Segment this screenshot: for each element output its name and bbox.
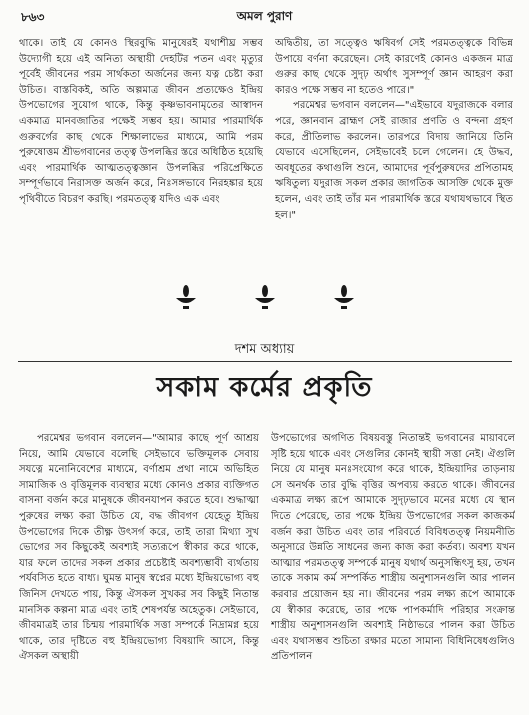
paragraph: পরমেশ্বর ভগবান বললেন—"এইভাবে যদুরাজকে বলার পরে, জ্ঞানবান ব্রাহ্মণ সেই রাজার প্রণতি ও বন্দনা গ্রহণ করে, প্রীতিলাভ করলেন। তারপরে বিদায় জানিয়ে তিনি যেভাবে এসেছিলেন, সেইভাবেই চলে গেলেন। হে উদ্ধব, অবধূতের কথাগুলি শুনে, আমাদের পূর্বপুরুষদের প্রপিতামহ ঋষিতুল্য যদুরাজ সকল প্রকার জাগতিক আসক্তি থেকে মুক্ত হলেন, এবং তাই তাঁর মন পারমার্থিক স্তরে যথাযথভাবে স্থিত হল।": [275, 100, 513, 221]
bottom-right-column: [271, 431, 515, 713]
paragraph: থাকে। তাই যে কোনও স্থিরবুদ্ধি মানুষেরই যথাশীঘ্র সম্ভব উদ্যোগী হয়ে এই অনিত্য অস্থায়ী দেহটির পতন এবং মৃত্যুর পূর্বেই জীবনের পরম সার্থকতা অর্জনের জন্য যত্ন চেষ্টা করা উচিত। বাস্তবিকই, অতি অল্পমাত্র জীবন প্রত্যক্ষেও ইন্দ্রিয় উপভোগের সুযোগ থাকে, কিন্তু কৃষ্ণভাবনামৃতের আস্বাদন একমাত্র মানবজাতির পক্ষেই সম্ভব হয়। আমার পারমার্থিক গুরুবর্গের কাছ থেকে শিক্ষালাভের মাধ্যমে, আমি পরম পুরুষোত্তম শ্রীভগবানের তত্ত্ব উপলব্ধির স্তরে অধিষ্ঠিত হয়েছি এবং পারমার্থিক আত্মতত্ত্বজ্ঞান উপলব্ধির পরিপ্রেক্ষিতে সম্পূর্ণভাবে নিরাসক্ত অর্জন করে, নিঃসঙ্গভাবে নিরহঙ্কার হয়ে পৃথিবীতে বিচরণ করছি। পরমতত্ত্ব যদিও এক এবং: [19, 38, 263, 205]
chapter-number: দশম অধ্যায়: [234, 342, 295, 357]
page-number: ৮৬৩: [21, 10, 45, 24]
lamp-icon: [255, 285, 275, 309]
lamp-icon: [176, 285, 196, 309]
paragraph: অদ্বিতীয়, তা সত্ত্বেও ঋষিবর্গ সেই পরমতত্ত্বকে বিভিন্ন উপায়ে বর্ণনা করেছেন। সেই কারণেই কোনও একজন মাত্র গুরুর কাছ থেকে সুদৃঢ় অর্থাৎ সুসম্পূর্ণ জ্ঞান আহরণ করা কারও পক্ষে সম্ভব না হতেও পারে।": [275, 38, 513, 96]
paragraph: উপভোগের অগণিত বিষয়বস্তু নিতান্তই ভগবানের মায়াবলে সৃষ্টি হয়ে থাকে এবং সেগুলির কোনই স্থায়ী সত্তা নেই। ঐগুলি নিয়ে যে মানুষ মনঃসংযোগ করে থাকে, ইন্দ্রিয়াদির তাড়নায় সে অনর্থক তার বুদ্ধি বৃত্তির অপব্যয় করতে থাকে। জীবনের একমাত্র লক্ষ্য রূপে আমাকে সুদৃঢ়ভাবে মনের মধ্যে যে স্থান দিতে পেরেছে, তার পক্ষে ইন্দ্রিয় উপভোগের সকল কাজকর্ম বর্জন করা উচিত এবং তার পরিবর্তে বিবিধতত্ত্ব নিয়মনীতি অনুসারে উন্নতি সাধনের জন্য কাজ করা কর্তব্য। অবশ্য যখন আত্মার পরমতত্ত্ব সম্পর্কে মানুষ যথার্থ অনুসন্ধিৎসু হয়, তখন তাকে সকাম কর্ম সম্পর্কিত শাস্ত্রীয় অনুশাসনগুলি আর পালন করবার প্রয়োজন হয় না। জীবনের পরম লক্ষ্য রূপে আমাকে যে স্বীকার করেছে, তার পক্ষে পাপকর্মাদি পরিহার সংক্রান্ত শাস্ত্রীয় অনুশাসনগুলি অবশ্যই নিষ্ঠাভরে পালন করা উচিত এবং যথাসম্ভব শুচিতা রক্ষার মতো সামান্য বিধিনিষেধগুলিও প্রতিপালন: [271, 433, 515, 663]
page-header: [0, 7, 529, 27]
running-title: অমল পুরাণ: [236, 9, 293, 23]
top-left-column: [19, 36, 263, 316]
bottom-left-column: [19, 431, 259, 713]
ornament-divider: [0, 280, 529, 314]
lamp-icon: [334, 285, 354, 309]
chapter-title: সকাম কর্মের প্রকৃতি: [156, 372, 373, 403]
paragraph: পরমেশ্বর ভগবান বললেন—"আমার কাছে পূর্ণ আশ্রয় নিয়ে, আমি যেভাবে বলেছি সেইভাবে ভক্তিমূলক সেবায় সযত্নে মনোনিবেশের মাধ্যমে, বর্ণাশ্রম প্রথা নামে অভিহিত সামাজিক ও বৃত্তিমূলক ব্যবস্থার মধ্যে কোনও প্রকার ব্যক্তিগত বাসনা বর্জন করে মানুষকে জীবনযাপন করতে হবে। শুদ্ধাত্মা পুরুষের লক্ষ্য করা উচিত যে, বদ্ধ জীবগণ যেহেতু ইন্দ্রিয় উপভোগের দিকে তীক্ষ্ণ উৎসর্গ করে, তাই তারা মিথ্যা সুখ ভোগের সব কিছুকেই অবশ্যই সত্যরূপে স্বীকার করে থাকে, যার ফলে তাদের সকল প্রকার প্রচেষ্টাই অবশ্যম্ভাবী ব্যর্থতায় পর্যবসিত হতে বাধ্য। ঘুমন্ত মানুষ স্বপ্নের মধ্যে ইন্দ্রিয়ভোগ্য বহু জিনিস দেখতে পায়, কিন্তু ঐসকল সুখকর সব কিছুই নিতান্ত মানসিক কল্পনা মাত্র এবং তাই শেষপর্যন্ত অহেতুক। সেইভাবে, জীবমাত্রই তার চিন্ময় পারমার্থিক সত্তা সম্পর্কে নিদ্রামগ্ন হয়ে থাকে, তার দৃষ্টিতে বহু ইন্দ্রিয়ভোগ্য বিষয়াদি আসে, কিন্তু ঐসকল অস্থায়ী: [19, 433, 259, 663]
divider: [18, 361, 512, 362]
top-right-column: [275, 36, 513, 276]
